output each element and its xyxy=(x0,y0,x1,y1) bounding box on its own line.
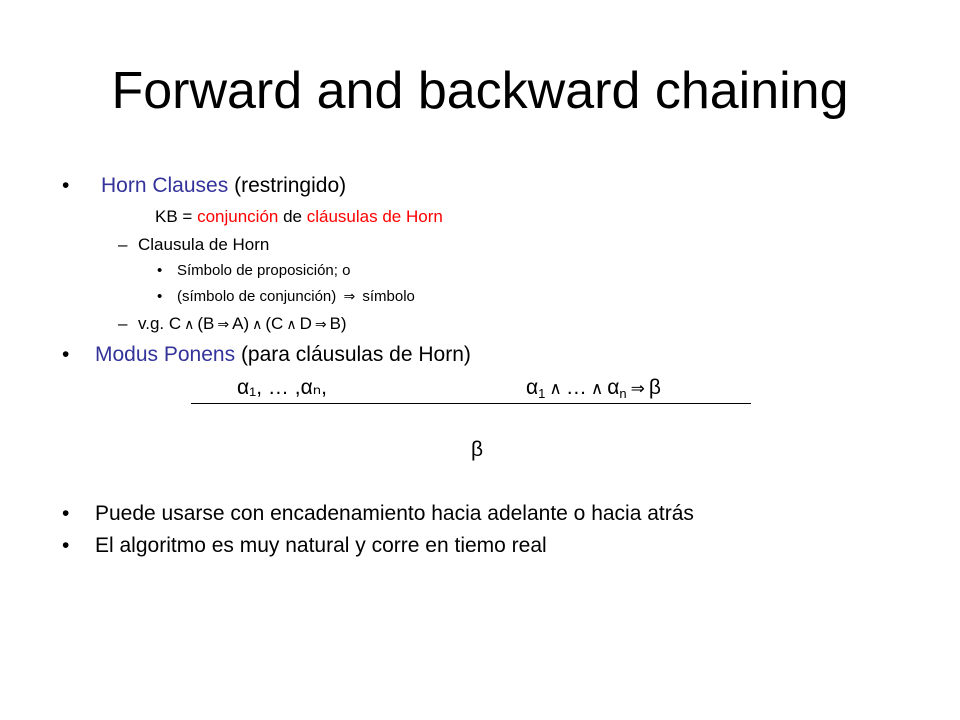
small-bullet-marker: • xyxy=(157,262,163,279)
example-part: (C xyxy=(265,314,284,333)
horn-clauses-line xyxy=(101,173,346,199)
premise-left: α₁, … ,αₙ, xyxy=(237,376,327,399)
slide-title: Forward and backward chaining xyxy=(111,62,849,120)
dash-marker: – xyxy=(118,235,128,254)
example-part: (B xyxy=(197,314,215,333)
alpha-symbol: α xyxy=(607,376,620,399)
and-symbol: ∧ xyxy=(252,317,263,333)
kb-term-conjunction: conjunción xyxy=(197,207,279,226)
implies-symbol: ⇒ xyxy=(630,379,645,399)
horn-clause-subtitle: Clausula de Horn xyxy=(138,235,270,254)
horn-option-1: Símbolo de proposición; o xyxy=(177,262,351,279)
bullet-marker: • xyxy=(62,534,70,557)
premise-right xyxy=(526,375,661,402)
example-part: A) xyxy=(232,314,250,333)
implies-symbol: ⇒ xyxy=(343,289,356,305)
bullet-marker: • xyxy=(62,174,70,197)
and-symbol: ∧ xyxy=(184,317,195,333)
and-symbol: ∧ xyxy=(590,379,604,399)
example-part: v.g. C xyxy=(138,314,182,333)
and-symbol: ∧ xyxy=(286,317,297,333)
kb-mid: de xyxy=(283,207,303,226)
kb-term-horn-clauses: cláusulas de Horn xyxy=(306,207,443,226)
horn-clauses-label: Horn Clauses xyxy=(101,174,229,197)
example-part: D xyxy=(299,314,312,333)
beta-symbol: β xyxy=(648,376,661,399)
implies-symbol: ⇒ xyxy=(314,317,327,333)
ellipsis: … xyxy=(565,376,587,399)
alpha-symbol: α xyxy=(526,376,539,399)
horn-option-2-suffix: símbolo xyxy=(362,288,415,305)
implies-symbol: ⇒ xyxy=(217,317,230,333)
bullet-algorithm-natural: El algoritmo es muy natural y corre en tiemo real xyxy=(95,534,547,557)
subscript: n xyxy=(619,386,627,401)
subscript: 1 xyxy=(538,386,546,401)
horn-clauses-suffix: (restringido) xyxy=(234,174,347,197)
dash-marker: – xyxy=(118,314,128,333)
modus-ponens-suffix: (para cláusulas de Horn) xyxy=(240,343,471,366)
horn-option-2-prefix: (símbolo de conjunción) xyxy=(177,288,337,305)
example-part: B) xyxy=(329,314,347,333)
horn-example xyxy=(138,313,347,336)
small-bullet-marker: • xyxy=(157,288,163,305)
bullet-marker: • xyxy=(62,502,70,525)
inference-rule-divider xyxy=(191,403,751,404)
and-symbol: ∧ xyxy=(549,379,562,399)
bullet-chaining-usage: Puede usarse con encadenamiento hacia adelante o hacia atrás xyxy=(95,502,694,525)
bullet-marker: • xyxy=(62,343,70,366)
modus-ponens-line xyxy=(95,342,471,368)
modus-ponens-label: Modus Ponens xyxy=(95,343,236,366)
kb-definition xyxy=(155,206,443,228)
kb-prefix: KB = xyxy=(155,207,193,226)
conclusion-beta: β xyxy=(471,438,484,461)
horn-option-2 xyxy=(177,287,415,307)
